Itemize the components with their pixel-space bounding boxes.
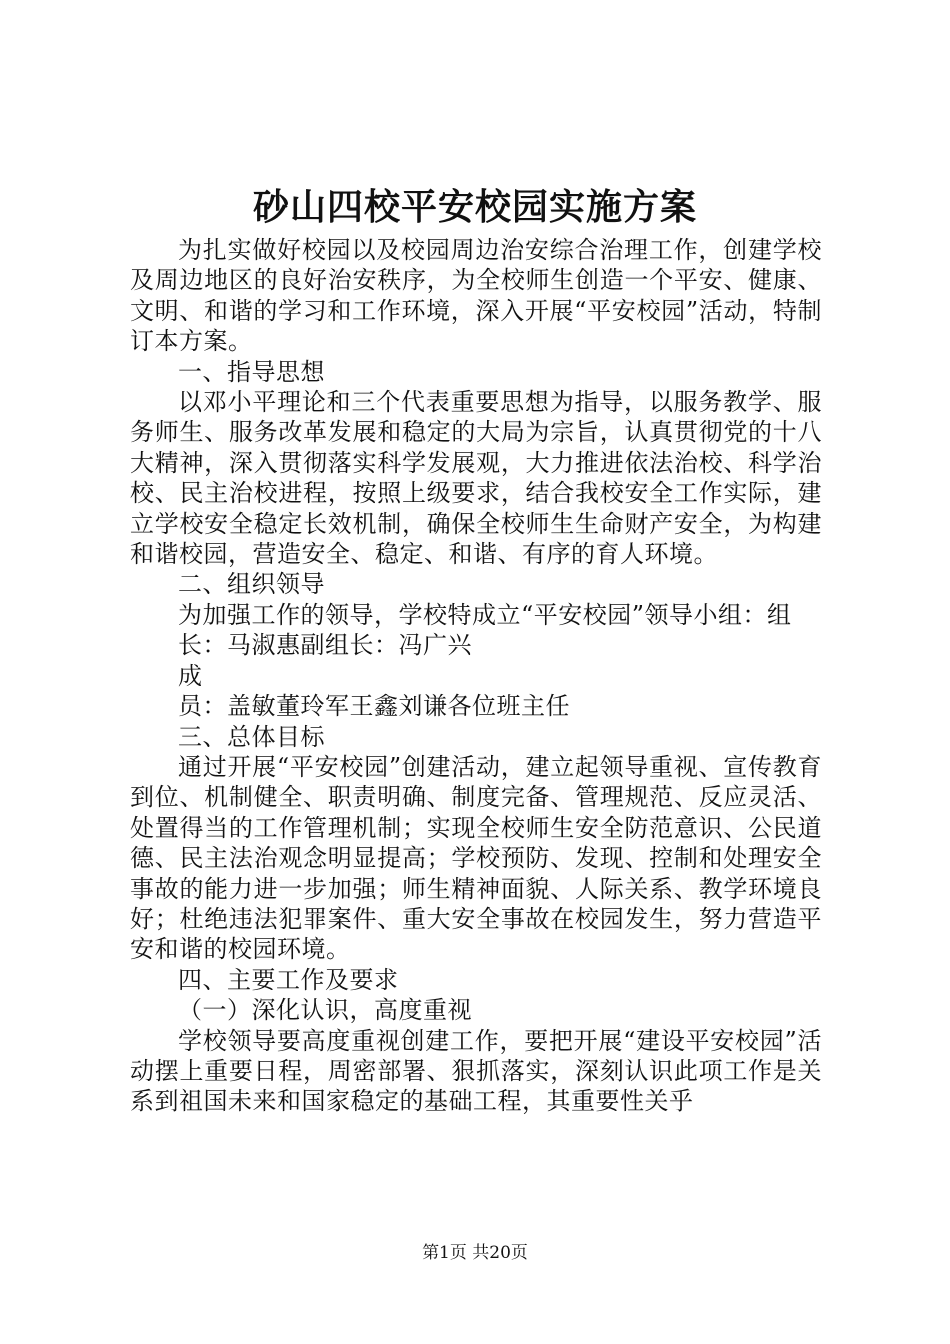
paragraph-organization: 为加强工作的领导，学校特成立“平安校园”领导小组：组 [178, 600, 792, 629]
section-heading-overall-goal: 三、总体目标 [178, 722, 325, 751]
section-heading-organization: 二、组织领导 [178, 570, 325, 599]
page-number: 第1页 共20页 [422, 1243, 528, 1263]
paragraph-intro: 为扎实做好校园以及校园周边治安综合治理工作，创建学校及周边地区的良好治安秩序，为全校师生创造一个平安、健康、文明、和谐的学习和工作环境，深入开展“平安校园”活动，特制订本方案。 [130, 236, 822, 356]
document-body [130, 235, 822, 1117]
paragraph-guiding-ideology: 以邓小平理论和三个代表重要思想为指导，以服务教学、服务师生、服务改革发展和稳定的大局为宗旨，认真贯彻党的十八大精神，深入贯彻落实科学发展观，大力推进依法治校、科学治校、民主治校进程，按照上级要求，结合我校安全工作实际，建立学校安全稳定长效机制，确保全校师生生命财产安全，为构建和谐校园，营造安全、稳定、和谐、有序的育人环境。 [130, 388, 822, 569]
section-heading-guiding-ideology: 一、指导思想 [178, 357, 325, 386]
paragraph-overall-goal: 通过开展“平安校园”创建活动，建立起领导重视、宣传教育到位、机制健全、职责明确、制度完备、管理规范、反应灵活、处置得当的工作管理机制；实现全校师生安全防范意识、公民道德、民主法治观念明显提高；学校预防、发现、控制和处理安全事故的能力进一步加强；师生精神面貌、人际关系、教学环境良好；杜绝违法犯罪案件、重大安全事故在校园发生，努力营造平安和谐的校园环境。 [130, 752, 822, 964]
paragraph-group-leader: 长：马淑惠副组长：冯广兴 [178, 631, 472, 660]
paragraph-members-label: 成 [178, 661, 203, 690]
section-heading-main-work: 四、主要工作及要求 [178, 965, 399, 994]
subsection-heading-awareness: （一）深化认识，高度重视 [178, 996, 472, 1025]
paragraph-members: 员：盖敏董玲军王鑫刘谦各位班主任 [178, 692, 570, 721]
document-title: 砂山四校平安校园实施方案 [252, 186, 697, 228]
paragraph-awareness: 学校领导要高度重视创建工作，要把开展“建设平安校园”活动摆上重要日程，周密部署、狠抓落实，深刻认识此项工作是关系到祖国未来和国家稳定的基础工程，其重要性关乎 [130, 1026, 822, 1116]
